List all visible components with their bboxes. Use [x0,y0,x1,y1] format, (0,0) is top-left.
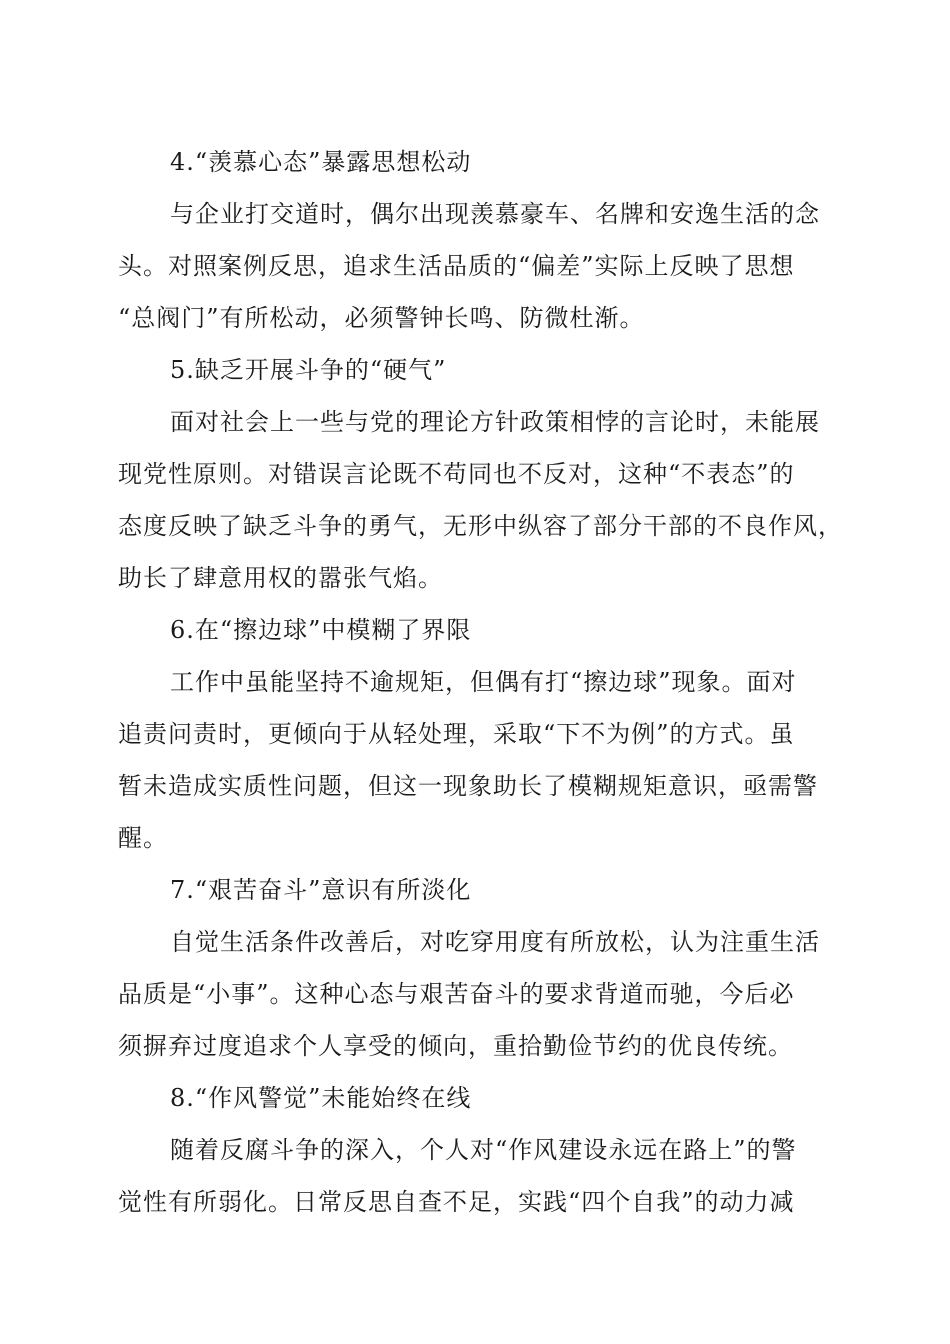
section-paragraph-8 [118,1124,838,1228]
section-heading-4: 4.“羡慕心态”暴露思想松动 [170,148,472,176]
section-heading-7: 7.“艰苦奋斗”意识有所淡化 [170,876,472,904]
paragraph-line: 态度反映了缺乏斗争的勇气，无形中纵容了部分干部的不良作风， [118,512,843,540]
paragraph-line: 醒。 [118,824,168,852]
paragraph-line: 随着反腐斗争的深入，个人对“作风建设永远在路上”的警 [170,1136,797,1164]
paragraph-line: 追责问责时，更倾向于从轻处理，采取“下不为例”的方式。虽 [118,720,795,748]
section-paragraph-5 [118,396,843,604]
paragraph-line: 须摒弃过度追求个人享受的倾向，重拾勤俭节约的优良传统。 [118,1032,793,1060]
section-paragraph-6 [118,656,838,864]
section-paragraph-4 [118,188,838,344]
paragraph-line: 面对社会上一些与党的理论方针政策相悖的言论时，未能展 [170,408,820,436]
section-heading-6: 6.在“擦边球”中模糊了界限 [170,616,472,644]
section-heading-8: 8.“作风警觉”未能始终在线 [170,1084,472,1112]
paragraph-line: “总阀门”有所松动，必须警钟长鸣、防微杜渐。 [118,304,645,332]
paragraph-line: 觉性有所弱化。日常反思自查不足，实践“四个自我”的动力减 [118,1188,795,1216]
paragraph-line: 品质是“小事”。这种心态与艰苦奋斗的要求背道而驰，今后必 [118,980,795,1008]
paragraph-line: 头。对照案例反思，追求生活品质的“偏差”实际上反映了思想 [118,252,795,280]
paragraph-line: 与企业打交道时，偶尔出现羡慕豪车、名牌和安逸生活的念 [170,200,820,228]
paragraph-line: 工作中虽能坚持不逾规矩，但偶有打“擦边球”现象。面对 [170,668,797,696]
paragraph-line: 现党性原则。对错误言论既不苟同也不反对，这种“不表态”的 [118,460,795,488]
paragraph-line: 暂未造成实质性问题，但这一现象助长了模糊规矩意识，亟需警 [118,772,818,800]
paragraph-line: 助长了肆意用权的嚣张气焰。 [118,564,443,592]
paragraph-line: 自觉生活条件改善后，对吃穿用度有所放松，认为注重生活 [170,928,820,956]
document-body [118,136,843,1228]
section-heading-5: 5.缺乏开展斗争的“硬气” [170,356,447,384]
section-paragraph-7 [118,916,838,1072]
